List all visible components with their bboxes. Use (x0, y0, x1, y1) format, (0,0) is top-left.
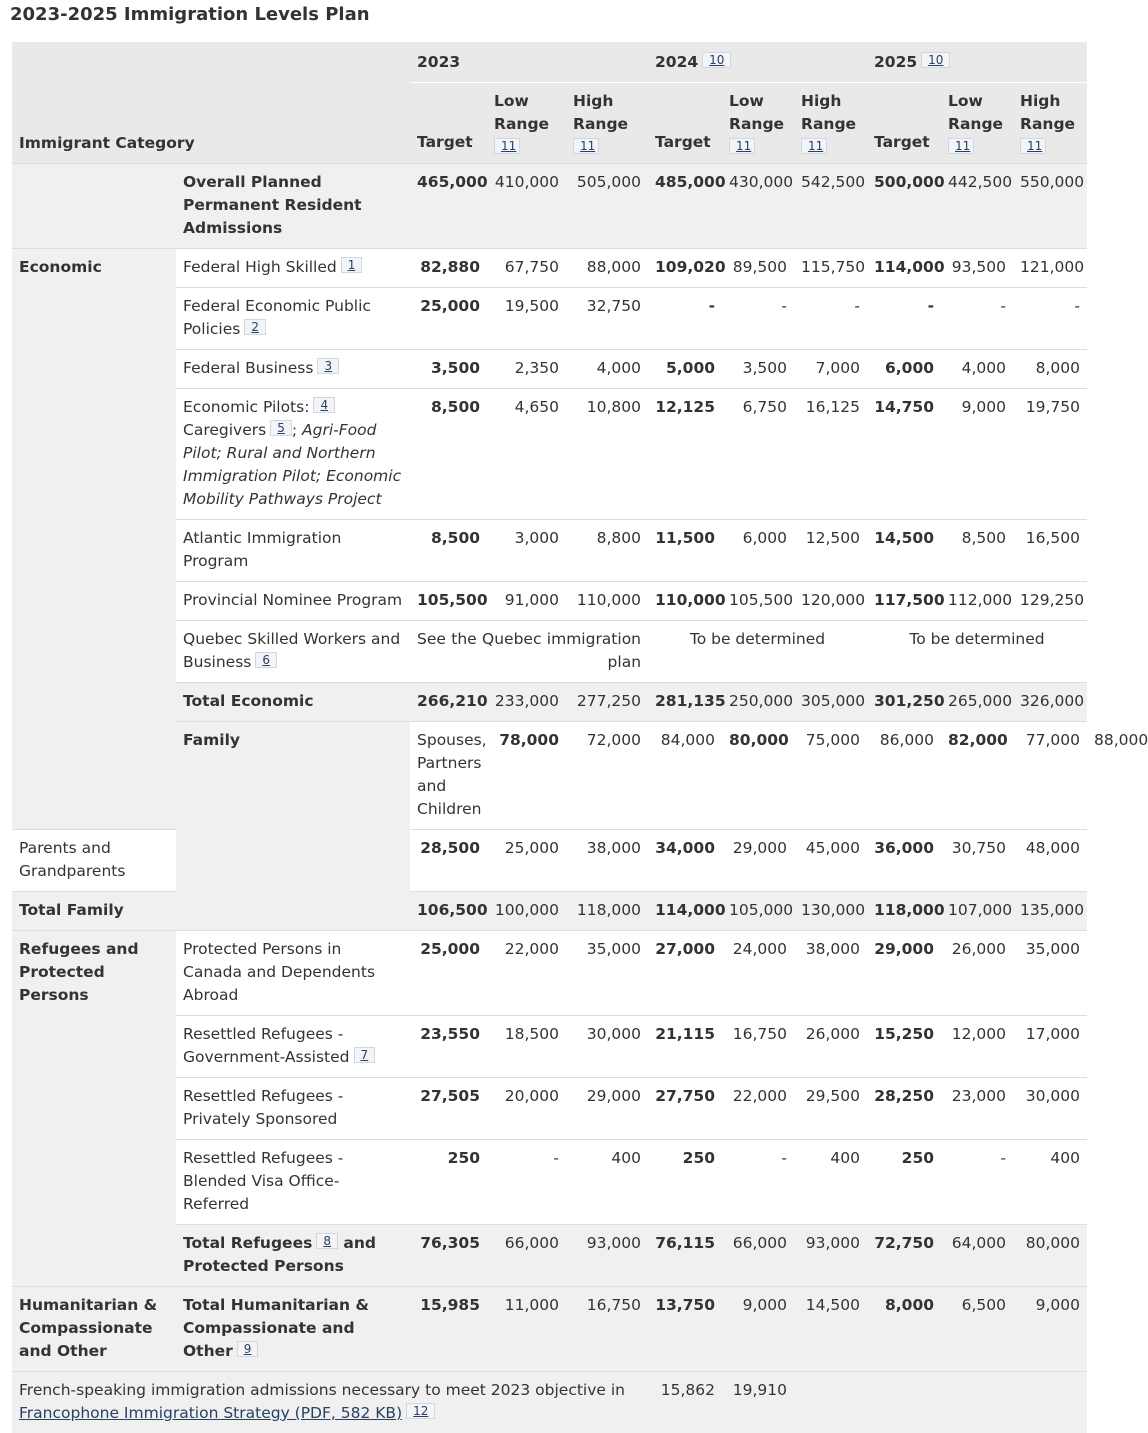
value-cell: 8,500 (410, 389, 487, 520)
value-cell: 118,000 (566, 892, 648, 931)
value-cell: 82,880 (410, 249, 487, 288)
value-cell: 121,000 (1013, 249, 1087, 288)
value-cell: 250 (410, 1140, 487, 1225)
value-cell: 442,500 (941, 164, 1013, 249)
footnote-link[interactable]: 11 (494, 138, 520, 154)
category-family: Family (176, 722, 410, 931)
table-row (12, 164, 1087, 249)
value-cell: 17,000 (1013, 1016, 1087, 1078)
value-cell: 72,750 (867, 1225, 941, 1287)
footnote-link[interactable]: 12 (406, 1403, 435, 1419)
value-cell: 305,000 (794, 683, 867, 722)
value-cell: 110,000 (648, 582, 722, 621)
category-humanitarian: Humanitarian & Compassionate and Other (12, 1287, 176, 1372)
footnote-link[interactable]: 10 (921, 52, 950, 68)
page-title: 2023-2025 Immigration Levels Plan (10, 4, 370, 25)
program-cell: Federal Economic Public Policies 2 (176, 288, 410, 350)
footnote-link[interactable]: 2 (244, 319, 266, 335)
value-cell: 3,500 (722, 350, 794, 389)
footnote-link[interactable]: 7 (354, 1047, 376, 1063)
value-cell: 301,250 (867, 683, 941, 722)
table-row: Family Spouses, Partners and Children 78,000 72,000 84,000 80,000 75,000 86,000 82,000 77,000 88,000 (12, 722, 1087, 830)
value-cell: 266,210 (410, 683, 487, 722)
value-cell: 15,250 (867, 1016, 941, 1078)
table-row (12, 1372, 1087, 1433)
value-cell: - (722, 1140, 794, 1225)
footnote-link[interactable]: 6 (255, 652, 277, 668)
value-cell: 250,000 (722, 683, 794, 722)
value-cell: 28,250 (867, 1078, 941, 1140)
value-cell: 105,500 (410, 582, 487, 621)
value-cell: 233,000 (487, 683, 566, 722)
value-cell: To be determined (648, 621, 867, 683)
value-cell: 19,910 (722, 1372, 794, 1433)
program-cell: Federal Business 3 (176, 350, 410, 389)
value-cell: 80,000 (1013, 1225, 1087, 1287)
value-cell: 76,305 (410, 1225, 487, 1287)
header-low-range: Low Range 11 (487, 83, 566, 164)
value-cell: 105,500 (722, 582, 794, 621)
footnote-link[interactable]: 5 (270, 420, 292, 436)
immigration-levels-table (12, 42, 1087, 1433)
value-cell: 64,000 (941, 1225, 1013, 1287)
value-cell: 7,000 (794, 350, 867, 389)
value-cell: 12,125 (648, 389, 722, 520)
value-cell: 89,500 (722, 249, 794, 288)
value-cell: 93,000 (794, 1225, 867, 1287)
value-cell: 8,500 (410, 520, 487, 582)
value-cell: 28,500 (410, 830, 487, 892)
value-cell: 8,800 (566, 520, 648, 582)
value-cell: 35,000 (1013, 931, 1087, 1016)
value-cell: 3,000 (487, 520, 566, 582)
value-cell: 29,000 (722, 830, 794, 892)
value-cell: 114,000 (867, 249, 941, 288)
value-cell: 6,750 (722, 389, 794, 520)
header-target: Target (410, 83, 487, 164)
value-cell: 34,000 (648, 830, 722, 892)
value-cell: 4,000 (566, 350, 648, 389)
value-cell: 250 (648, 1140, 722, 1225)
program-cell: Quebec Skilled Workers and Business 6 (176, 621, 410, 683)
value-cell: 26,000 (941, 931, 1013, 1016)
value-cell: 30,000 (566, 1016, 648, 1078)
value-cell: 326,000 (1013, 683, 1087, 722)
value-cell: 115,750 (794, 249, 867, 288)
value-cell: - (648, 288, 722, 350)
value-cell: 78,000 (487, 722, 566, 830)
value-cell: 67,750 (487, 249, 566, 288)
value-cell: 16,500 (1013, 520, 1087, 582)
value-cell: 107,000 (941, 892, 1013, 931)
footnote-link[interactable]: 10 (702, 52, 731, 68)
value-cell: 84,000 (648, 722, 722, 830)
value-cell: 19,750 (1013, 389, 1087, 520)
value-cell: 27,750 (648, 1078, 722, 1140)
value-cell: 265,000 (941, 683, 1013, 722)
value-cell: 9,000 (722, 1287, 794, 1372)
program-cell: Total Family (12, 892, 176, 931)
value-cell: 45,000 (794, 830, 867, 892)
value-cell: 13,750 (648, 1287, 722, 1372)
header-year-2025: 2025 10 (867, 42, 1087, 83)
value-cell: 22,000 (487, 931, 566, 1016)
value-cell: See the Quebec immigration plan (410, 621, 648, 683)
value-cell: 29,000 (867, 931, 941, 1016)
value-cell: 23,000 (941, 1078, 1013, 1140)
footnote-link[interactable]: 11 (801, 138, 827, 154)
value-cell: 23,550 (410, 1016, 487, 1078)
category-refugees: Refugees and Protected Persons (12, 931, 176, 1287)
value-cell: 35,000 (566, 931, 648, 1016)
value-cell: 27,505 (410, 1078, 487, 1140)
value-cell: - (867, 288, 941, 350)
footnote-link[interactable]: 8 (316, 1233, 338, 1249)
value-cell: 19,500 (487, 288, 566, 350)
value-cell: 93,000 (566, 1225, 648, 1287)
footnote-link[interactable]: 11 (948, 138, 974, 154)
header-high-range: High Range 11 (566, 83, 648, 164)
value-cell: 20,000 (487, 1078, 566, 1140)
header-high-range: High Range 11 (1013, 83, 1087, 164)
value-cell: 118,000 (867, 892, 941, 931)
footnote-link[interactable]: 3 (317, 358, 339, 374)
value-cell: 106,500 (410, 892, 487, 931)
value-cell: 400 (566, 1140, 648, 1225)
value-cell: 8,000 (867, 1287, 941, 1372)
program-cell: Economic Pilots: 4 Caregivers 5 ; Agri-Food Pilot; Rural and Northern Immigration Pilot; Economic Mobility Pathways Project (176, 389, 410, 520)
value-cell: 465,000 (410, 164, 487, 249)
footnote-link[interactable]: 4 (313, 397, 335, 413)
value-cell: 21,115 (648, 1016, 722, 1078)
program-cell: Resettled Refugees - Privately Sponsored (176, 1078, 410, 1140)
value-cell: 16,125 (794, 389, 867, 520)
value-cell: 410,000 (487, 164, 566, 249)
value-cell: 93,500 (941, 249, 1013, 288)
value-cell: 22,000 (722, 1078, 794, 1140)
footnote-link[interactable]: 11 (1020, 138, 1046, 154)
value-cell: 130,000 (794, 892, 867, 931)
value-cell: - (794, 288, 867, 350)
value-cell: 11,000 (487, 1287, 566, 1372)
program-cell: Total Humanitarian & Compassionate and Other 9 (176, 1287, 410, 1372)
value-cell: 30,000 (1013, 1078, 1087, 1140)
value-cell: 112,000 (941, 582, 1013, 621)
footnote-link[interactable]: 11 (573, 138, 599, 154)
header-year-2023: 2023 (410, 42, 648, 83)
value-cell: 542,500 (794, 164, 867, 249)
empty-cell (794, 1372, 1087, 1433)
table-row (12, 1287, 1087, 1372)
value-cell: 66,000 (722, 1225, 794, 1287)
table-row (12, 892, 1087, 931)
value-cell: - (722, 288, 794, 350)
value-cell: 100,000 (487, 892, 566, 931)
value-cell: 12,000 (941, 1016, 1013, 1078)
value-cell: 18,500 (487, 1016, 566, 1078)
value-cell: 82,000 (941, 722, 1013, 830)
value-cell: 281,135 (648, 683, 722, 722)
value-cell: 27,000 (648, 931, 722, 1016)
value-cell: 66,000 (487, 1225, 566, 1287)
value-cell: 485,000 (648, 164, 722, 249)
value-cell: 15,985 (410, 1287, 487, 1372)
value-cell: - (1013, 288, 1087, 350)
value-cell: 14,500 (867, 520, 941, 582)
value-cell: 29,500 (794, 1078, 867, 1140)
program-cell: Protected Persons in Canada and Dependents Abroad (176, 931, 410, 1016)
value-cell: - (941, 1140, 1013, 1225)
footnote-link[interactable]: 11 (729, 138, 755, 154)
francophone-strategy-link[interactable]: Francophone Immigration Strategy (PDF, 582 KB) (19, 1404, 402, 1422)
value-cell: 11,500 (648, 520, 722, 582)
header-high-range: High Range 11 (794, 83, 867, 164)
value-cell: 76,115 (648, 1225, 722, 1287)
value-cell: 8,000 (1013, 350, 1087, 389)
program-cell: Federal High Skilled 1 (176, 249, 410, 288)
value-cell: 30,750 (941, 830, 1013, 892)
value-cell: 9,000 (1013, 1287, 1087, 1372)
program-cell: Total Refugees 8 and Protected Persons (176, 1225, 410, 1287)
value-cell: 16,750 (566, 1287, 648, 1372)
category-economic: Economic (12, 249, 176, 830)
program-cell: Provincial Nominee Program (176, 582, 410, 621)
category-cell (12, 164, 176, 249)
program-cell: Total Economic (176, 683, 410, 722)
value-cell: 114,000 (648, 892, 722, 931)
value-cell: 4,000 (941, 350, 1013, 389)
value-cell: 14,750 (867, 389, 941, 520)
value-cell: 24,000 (722, 931, 794, 1016)
value-cell: 109,020 (648, 249, 722, 288)
value-cell: 2,350 (487, 350, 566, 389)
value-cell: 15,862 (648, 1372, 722, 1433)
value-cell: 5,000 (648, 350, 722, 389)
header-target: Target (648, 83, 722, 164)
value-cell: 135,000 (1013, 892, 1087, 931)
program-cell: Atlantic Immigration Program (176, 520, 410, 582)
header-target: Target (867, 83, 941, 164)
value-cell: 36,000 (867, 830, 941, 892)
value-cell: 80,000 (722, 722, 794, 830)
value-cell: 25,000 (487, 830, 566, 892)
value-cell: 110,000 (566, 582, 648, 621)
header-low-range: Low Range 11 (941, 83, 1013, 164)
value-cell: 72,000 (566, 722, 648, 830)
footnote-link[interactable]: 9 (237, 1341, 259, 1357)
value-cell: 277,250 (566, 683, 648, 722)
value-cell: - (487, 1140, 566, 1225)
value-cell: 16,750 (722, 1016, 794, 1078)
value-cell: 6,500 (941, 1287, 1013, 1372)
program-cell: Parents and Grandparents (12, 830, 176, 892)
value-cell: 12,500 (794, 520, 867, 582)
value-cell: 32,750 (566, 288, 648, 350)
value-cell: 91,000 (487, 582, 566, 621)
value-cell: 129,250 (1013, 582, 1087, 621)
program-cell: Resettled Refugees - Government-Assisted 7 (176, 1016, 410, 1078)
value-cell: 26,000 (794, 1016, 867, 1078)
value-cell: 3,500 (410, 350, 487, 389)
value-cell: 75,000 (794, 722, 867, 830)
value-cell: 6,000 (867, 350, 941, 389)
footnote-link[interactable]: 1 (341, 257, 363, 273)
value-cell: 10,800 (566, 389, 648, 520)
header-year-row (12, 42, 1087, 83)
value-cell: 550,000 (1013, 164, 1087, 249)
value-cell: - (941, 288, 1013, 350)
value-cell: 400 (1013, 1140, 1087, 1225)
value-cell: 4,650 (487, 389, 566, 520)
value-cell: 500,000 (867, 164, 941, 249)
value-cell: 505,000 (566, 164, 648, 249)
header-category: Immigrant Category (12, 42, 410, 164)
value-cell: 25,000 (410, 288, 487, 350)
value-cell: 117,500 (867, 582, 941, 621)
value-cell: 120,000 (794, 582, 867, 621)
value-cell: To be determined (867, 621, 1087, 683)
header-low-range: Low Range 11 (722, 83, 794, 164)
table-row (12, 830, 1087, 892)
value-cell: 77,000 (1013, 722, 1087, 830)
table-row (12, 249, 1087, 288)
program-cell: Spouses, Partners and Children (410, 722, 487, 830)
value-cell: 29,000 (566, 1078, 648, 1140)
value-cell: 25,000 (410, 931, 487, 1016)
value-cell: 400 (794, 1140, 867, 1225)
value-cell: 105,000 (722, 892, 794, 931)
value-cell: 430,000 (722, 164, 794, 249)
value-cell: 38,000 (794, 931, 867, 1016)
header-year-2024: 2024 10 (648, 42, 867, 83)
program-cell: Overall Planned Permanent Resident Admissions (176, 164, 410, 249)
value-cell: 88,000 (566, 249, 648, 288)
value-cell: 6,000 (722, 520, 794, 582)
value-cell: 14,500 (794, 1287, 867, 1372)
table-row (12, 931, 1087, 1016)
francophone-note: French-speaking immigration admissions necessary to meet 2023 objective in Francophone Immigration Strategy (PDF, 582 KB) 12 (12, 1372, 648, 1433)
value-cell: 9,000 (941, 389, 1013, 520)
value-cell: 38,000 (566, 830, 648, 892)
value-cell: 48,000 (1013, 830, 1087, 892)
value-cell: 250 (867, 1140, 941, 1225)
value-cell: 8,500 (941, 520, 1013, 582)
program-cell: Resettled Refugees - Blended Visa Office-Referred (176, 1140, 410, 1225)
value-cell: 86,000 (867, 722, 941, 830)
